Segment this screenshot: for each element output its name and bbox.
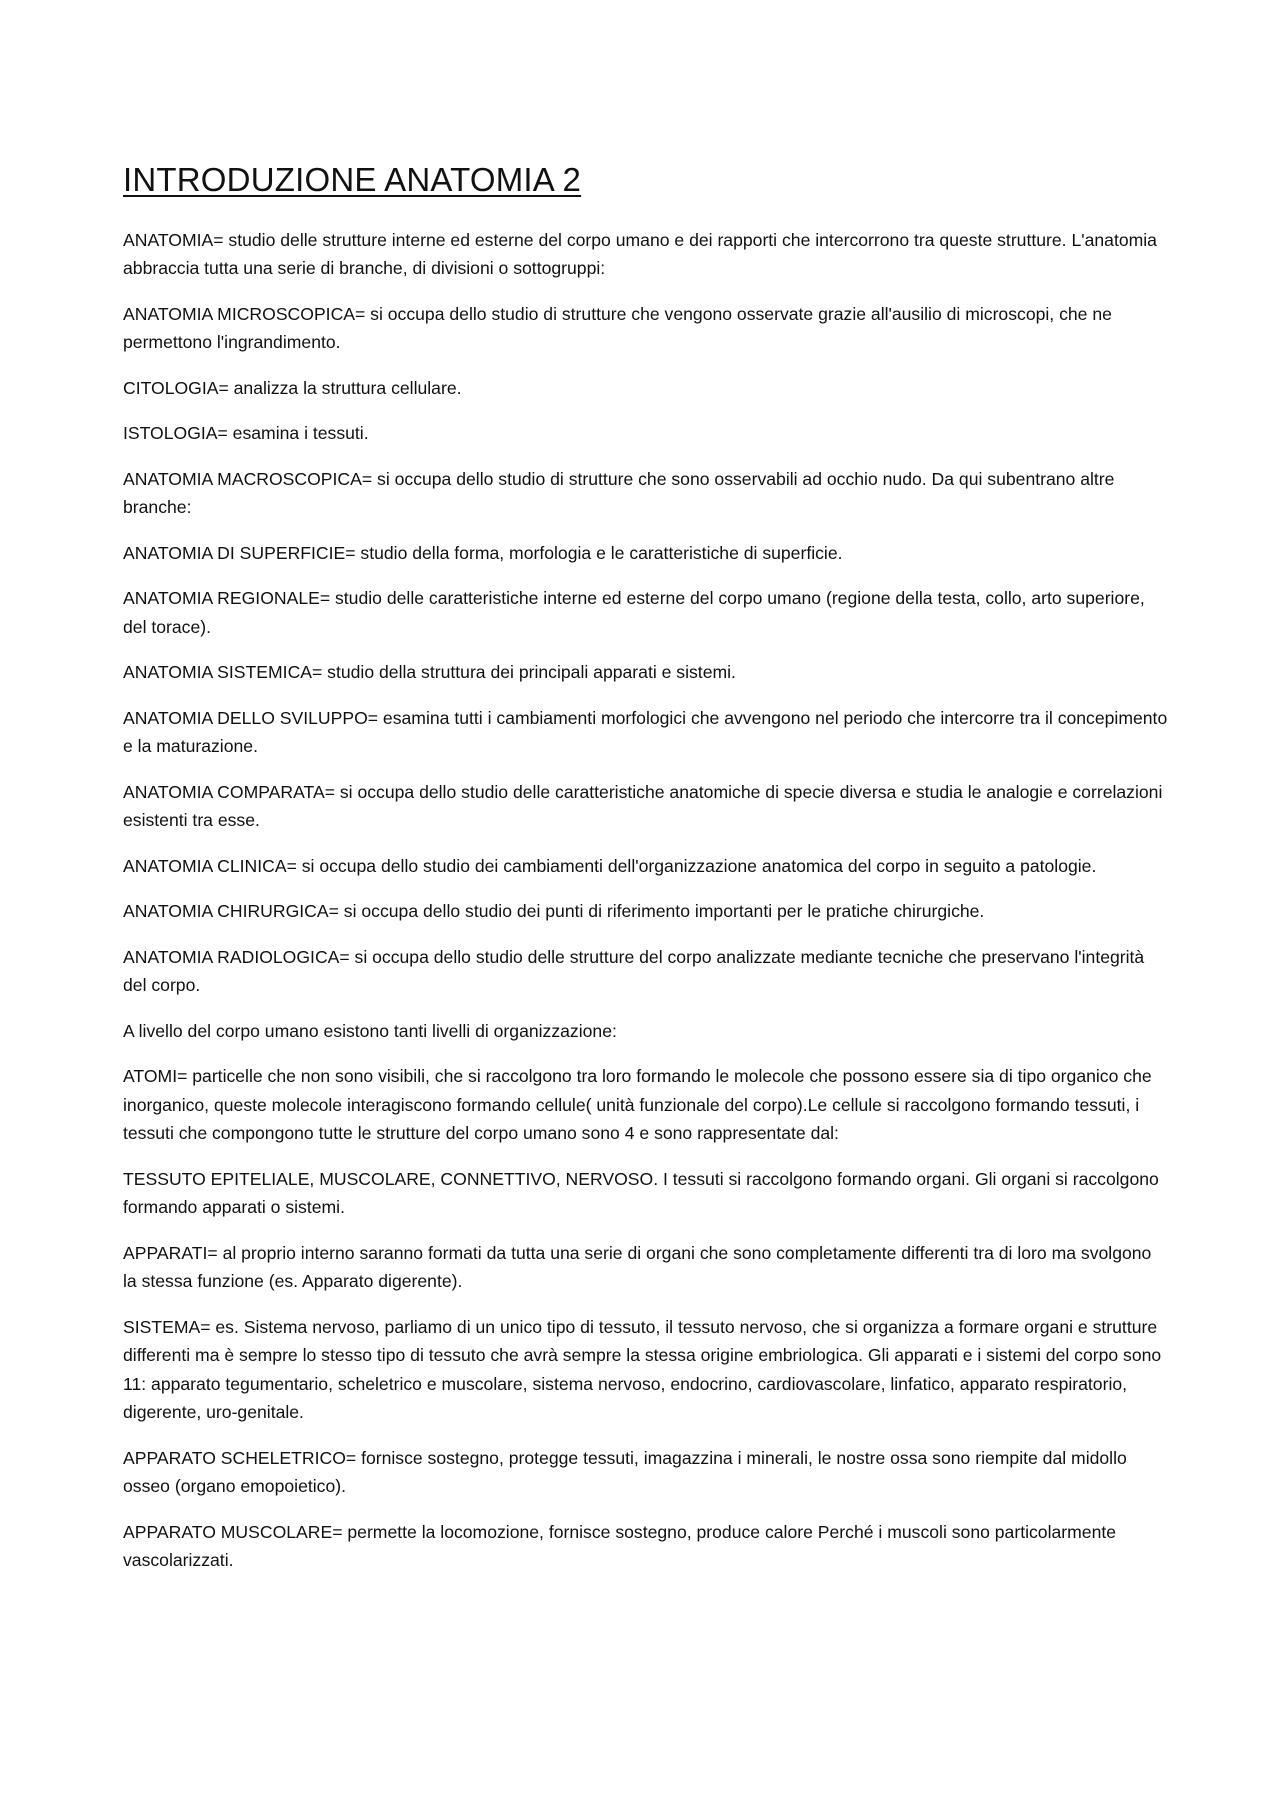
document-page (123, 150, 1168, 1592)
paragraph: ISTOLOGIA= esamina i tessuti. (123, 423, 369, 444)
page-title: INTRODUZIONE ANATOMIA 2 (123, 161, 582, 198)
paragraph: ANATOMIA MICROSCOPICA= si occupa dello studio di strutture che vengono osservate grazie all'ausilio di microscopi, che ne permettono l'ingrandimento. (123, 303, 1112, 353)
paragraph: ANATOMIA DELLO SVILUPPO= esamina tutti i cambiamenti morfologici che avvengono nel periodo che intercorre tra il concepimento e la maturazione. (123, 707, 1168, 757)
paragraph: ANATOMIA DI SUPERFICIE= studio della forma, morfologia e le caratteristiche di superficie. (123, 542, 843, 563)
paragraph: ANATOMIA SISTEMICA= studio della struttura dei principali apparati e sistemi. (123, 662, 736, 683)
paragraph: APPARATO MUSCOLARE= permette la locomozione, fornisce sostegno, produce calore Perché i muscoli sono particolarmente vascolarizzati. (123, 1521, 1117, 1571)
paragraph: ATOMI= particelle che non sono visibili, che si raccolgono tra loro formando le molecole che possono essere sia di tipo organico che inorganico, queste molecole interagiscono formando cellule( unità funzionale del corpo).Le cellule si raccolgono formando tessuti, i tessuti che compongono tutte le strutture del corpo umano sono 4 e sono rappresentate dal: (123, 1066, 1152, 1144)
paragraph: ANATOMIA CLINICA= si occupa dello studio dei cambiamenti dell'organizzazione anatomica del corpo in seguito a patologie. (123, 855, 1097, 876)
paragraph: ANATOMIA REGIONALE= studio delle caratteristiche interne ed esterne del corpo umano (regione della testa, collo, arto superiore, del torace). (123, 588, 1145, 637)
paragraph: ANATOMIA RADIOLOGICA= si occupa dello studio delle strutture del corpo analizzate mediante tecniche che preservano l'integrità del corpo. (123, 946, 1145, 996)
paragraph: CITOLOGIA= analizza la struttura cellulare. (123, 377, 462, 398)
paragraph: ANATOMIA MACROSCOPICA= si occupa dello studio di strutture che sono osservabili ad occhio nudo. Da qui subentrano altre branche: (123, 468, 1115, 518)
paragraph: APPARATI= al proprio interno saranno formati da tutta una serie di organi che sono completamente differenti tra di loro ma svolgono la stessa funzione (es. Apparato digerente). (123, 1242, 1152, 1292)
document-body (123, 226, 1168, 1575)
paragraph: ANATOMIA COMPARATA= si occupa dello studio delle caratteristiche anatomiche di specie diversa e studia le analogie e correlazioni esistenti tra esse. (123, 781, 1163, 831)
paragraph: ANATOMIA= studio delle strutture interne ed esterne del corpo umano e dei rapporti che intercorrono tra queste strutture. L'anatomia abbraccia tutta una serie di branche, di divisioni o sottogruppi: (123, 229, 1157, 279)
paragraph: A livello del corpo umano esistono tanti livelli di organizzazione: (123, 1020, 617, 1041)
paragraph: ANATOMIA CHIRURGICA= si occupa dello studio dei punti di riferimento importanti per le pratiche chirurgiche. (123, 901, 985, 922)
paragraph: SISTEMA= es. Sistema nervoso, parliamo di un unico tipo di tessuto, il tessuto nervoso, che si organizza a formare organi e strutture differenti ma è sempre lo stesso tipo di tessuto che avrà sempre la stessa origine embriologica. Gli apparati e i sistemi del corpo sono 11: apparato tegumentario, scheletrico e muscolare, sistema nervoso, endocrino, cardiovascolare, linfatico, apparato respiratorio, digerente, uro-genitale. (123, 1316, 1162, 1423)
paragraph: TESSUTO EPITELIALE, MUSCOLARE, CONNETTIVO, NERVOSO. I tessuti si raccolgono formando organi. Gli organi si raccolgono formando apparati o sistemi. (123, 1168, 1159, 1218)
paragraph: APPARATO SCHELETRICO= fornisce sostegno, protegge tessuti, imagazzina i minerali, le nostre ossa sono riempite dal midollo osseo (organo emopoietico). (123, 1447, 1127, 1497)
